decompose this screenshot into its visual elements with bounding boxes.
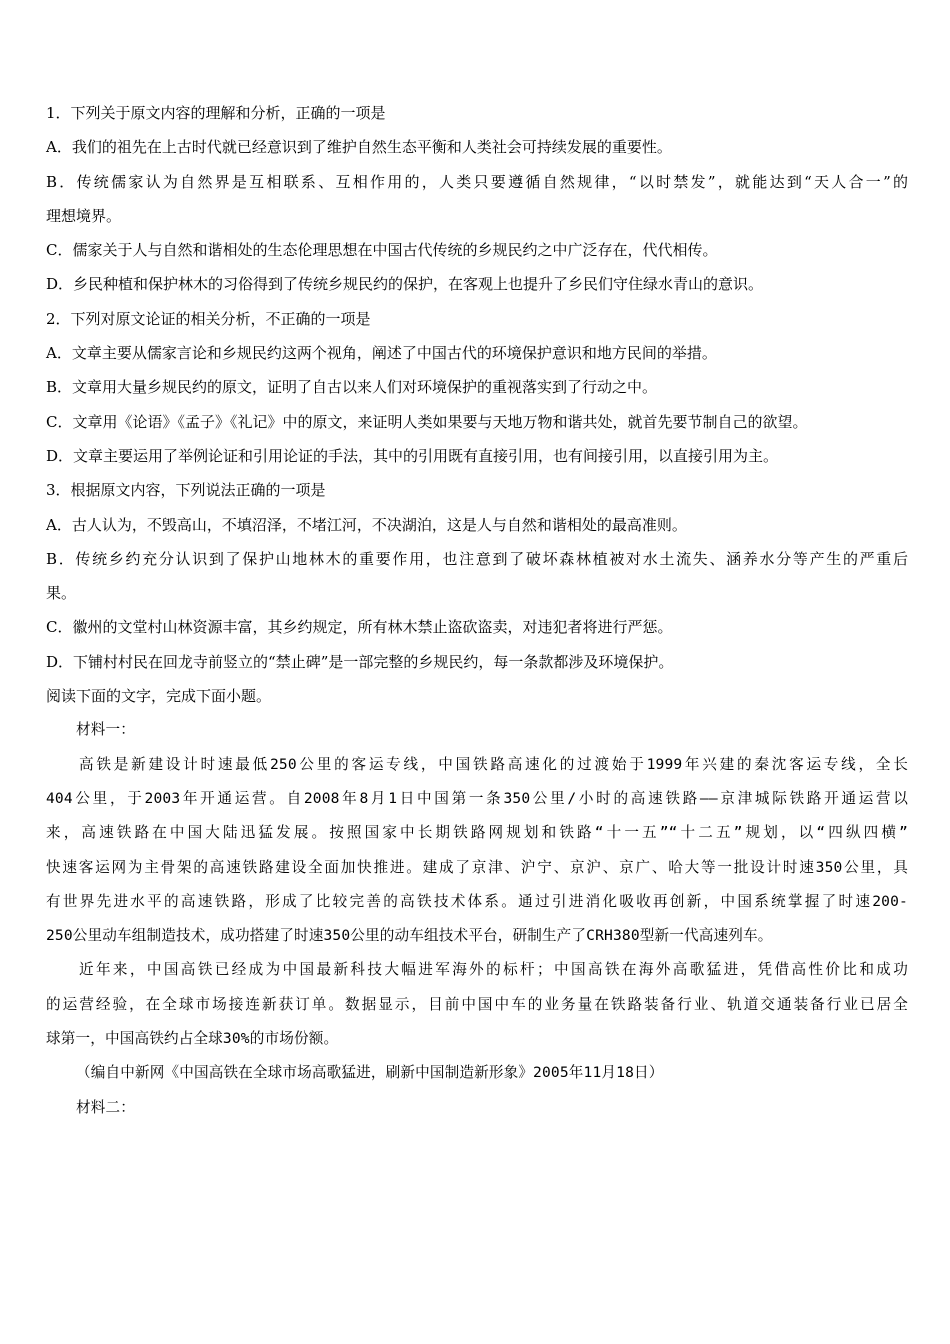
material-2-heading: 材料二： — [76, 1098, 135, 1116]
question-1-option-c: C．儒家关于人与自然和谐相处的生态伦理思想在中国古代传统的乡规民约之中广泛存在，代代相传。 — [46, 241, 718, 260]
material-1-source: （编自中新网《中国高铁在全球市场高歌猛进，刷新中国制造新形象》2005年11月18日） — [76, 1064, 664, 1082]
question-3-option-b: B．传统乡约充分认识到了保护山地林木的重要作用，也注意到了破坏森林植被对水土流失、涵养水分等产生的严重后 — [46, 549, 908, 568]
question-1-option-a: A．我们的祖先在上古时代就已经意识到了维护自然生态平衡和人类社会可持续发展的重要性。 — [46, 138, 672, 157]
question-3-option-c: C．徽州的文堂村山林资源丰富，其乡约规定，所有林木禁止盗砍盗卖，对违犯者将进行严惩。 — [46, 618, 673, 637]
question-1-option-d: D．乡民种植和保护林木的习俗得到了传统乡规民约的保护，在客观上也提升了乡民们守住绿水青山的意识。 — [46, 275, 764, 294]
question-1-stem: 1．下列关于原文内容的理解和分析，正确的一项是 — [46, 104, 386, 122]
material-1-paragraph-2-line: 近年来，中国高铁已经成为中国最新科技大幅进军海外的标杆；中国高铁在海外高歌猛进，凭借高性价比和成功 — [79, 961, 908, 979]
question-3-option-d: D．下铺村村民在回龙寺前竖立的“禁止碑”是一部完整的乡规民约，每一条款都涉及环境保护。 — [46, 652, 674, 671]
question-1-option-b: B．传统儒家认为自然界是互相联系、互相作用的，人类只要遵循自然规律，“以时禁发”，就能达到“天人合一”的 — [46, 172, 908, 191]
question-3-option-b-continued: 果。 — [46, 584, 77, 603]
question-3-option-a: A．古人认为，不毁高山，不填沼泽，不堵江河，不决湖泊，这是人与自然和谐相处的最高准则。 — [46, 515, 687, 534]
material-1-paragraph-1-line: 250公里动车组制造技术，成功搭建了时速350公里的动车组技术平台，研制生产了CRH380型新一代高速列车。 — [46, 927, 773, 945]
material-1-paragraph-2-line: 的运营经验，在全球市场接连新获订单。数据显示，目前中国中车的业务量在铁路装备行业、轨道交通装备行业已居全 — [46, 995, 908, 1013]
question-2-stem: 2．下列对原文论证的相关分析，不正确的一项是 — [46, 309, 371, 328]
question-2-option-a: A．文章主要从儒家言论和乡规民约这两个视角，阐述了中国古代的环境保护意识和地方民间的举措。 — [46, 344, 717, 363]
material-1-paragraph-1-line: 有世界先进水平的高速铁路，形成了比较完善的高铁技术体系。通过引进消化吸收再创新，中国系统掌握了时速200- — [46, 892, 908, 910]
reading-instruction: 阅读下面的文字，完成下面小题。 — [46, 687, 272, 706]
material-1-paragraph-2-line: 球第一，中国高铁约占全球30%的市场份额。 — [46, 1030, 339, 1048]
material-1-paragraph-1-line: 高铁是新建设计时速最低250公里的客运专线，中国铁路高速化的过渡始于1999年兴建的秦沈客运专线，全长 — [79, 755, 908, 773]
question-1-option-b-continued: 理想境界。 — [46, 206, 122, 225]
material-1-paragraph-1-line: 快速客运网为主骨架的高速铁路建设全面加快推进。建成了京津、沪宁、京沪、京广、哈大等一批设计时速350公里，具 — [46, 858, 908, 876]
material-1-paragraph-1-line: 来，高速铁路在中国大陆迅猛发展。按照国家中长期铁路网规划和铁路“十一五”“十二五”规划，以“四纵四横” — [46, 824, 908, 842]
question-2-option-b: B．文章用大量乡规民约的原文，证明了自古以来人们对环境保护的重视落实到了行动之中。 — [46, 378, 658, 397]
material-1-paragraph-1-line: 404公里，于2003年开通运营。自2008年8月1日中国第一条350公里/小时的高速铁路——京津城际铁路开通运营以 — [46, 789, 908, 807]
question-3-stem: 3．根据原文内容，下列说法正确的一项是 — [46, 481, 326, 500]
question-2-option-c: C．文章用《论语》《孟子》《礼记》中的原文，来证明人类如果要与天地万物和谐共处，就首先要节制自己的欲望。 — [46, 412, 808, 431]
document-page — [46, 96, 908, 1125]
question-2-option-d: D．文章主要运用了举例论证和引用论证的手法，其中的引用既有直接引用，也有间接引用，以直接引用为主。 — [46, 446, 779, 465]
material-1-heading: 材料一： — [76, 721, 135, 739]
